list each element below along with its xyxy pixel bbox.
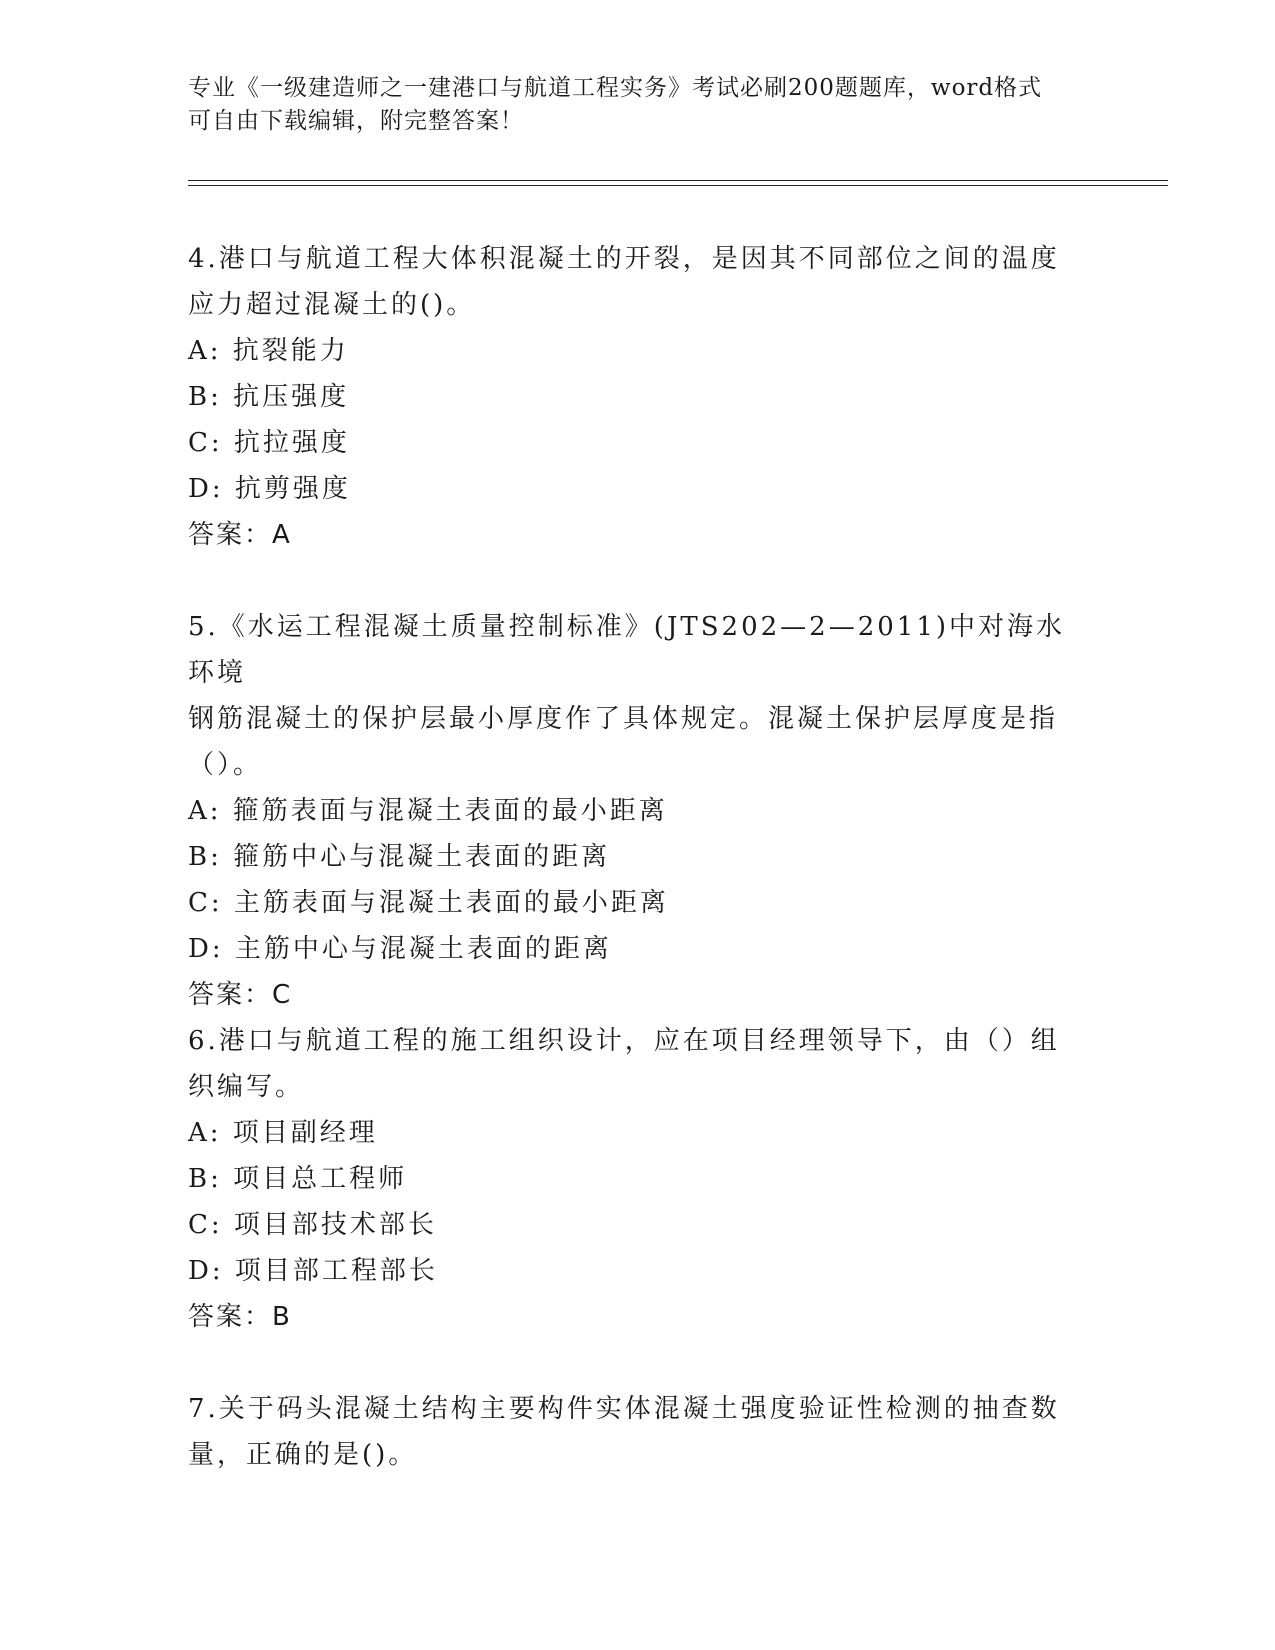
question-stem-line: （）。 (188, 750, 263, 780)
question-stem-line: 钢筋混凝土的保护层最小厚度作了具体规定。混凝土保护层厚度是指 (188, 704, 1059, 734)
option-b: B: 抗压强度 (188, 382, 350, 412)
question-4 (188, 236, 1088, 558)
option-c: C: 抗拉强度 (188, 428, 350, 458)
answer-label: 答案：A (188, 520, 292, 550)
header-divider-top (188, 180, 1168, 181)
question-stem-line: 4.港口与航道工程大体积混凝土的开裂，是因其不同部位之间的温度 (188, 244, 1060, 274)
option-c: C: 项目部技术部长 (188, 1210, 437, 1240)
question-stem-line: 应力超过混凝土的()。 (188, 290, 476, 320)
answer-label: 答案：B (188, 1302, 292, 1332)
option-a: A: 抗裂能力 (188, 336, 349, 366)
header-line-2: 可自由下载编辑，附完整答案！ (188, 108, 524, 134)
option-c: C: 主筋表面与混凝土表面的最小距离 (188, 888, 669, 918)
option-b: B: 项目总工程师 (188, 1164, 408, 1194)
document-header (188, 72, 1088, 138)
question-stem-line: 5.《水运工程混凝土质量控制标准》(JTS202—2—2011)中对海水环境 (188, 612, 1066, 688)
option-b: B: 箍筋中心与混凝土表面的距离 (188, 842, 611, 872)
option-d: D: 主筋中心与混凝土表面的距离 (188, 934, 612, 964)
question-stem-line: 6.港口与航道工程的施工组织设计，应在项目经理领导下，由（）组 (188, 1026, 1060, 1056)
question-stem-line: 织编写。 (188, 1072, 305, 1102)
header-line-1: 专业《一级建造师之一建港口与航道工程实务》考试必刷200题题库，word格式 (188, 75, 1043, 101)
option-a: A: 箍筋表面与混凝土表面的最小距离 (188, 796, 668, 826)
option-d: D: 抗剪强度 (188, 474, 351, 504)
header-divider-bottom (188, 185, 1168, 186)
question-stem-line: 量，正确的是()。 (188, 1440, 418, 1470)
answer-label: 答案：C (188, 980, 293, 1010)
option-a: A: 项目副经理 (188, 1118, 378, 1148)
option-d: D: 项目部工程部长 (188, 1256, 438, 1286)
question-5 (188, 604, 1088, 1018)
question-stem-line: 7.关于码头混凝土结构主要构件实体混凝土强度验证性检测的抽查数 (188, 1394, 1060, 1424)
question-7 (188, 1386, 1088, 1478)
question-6 (188, 1018, 1088, 1340)
